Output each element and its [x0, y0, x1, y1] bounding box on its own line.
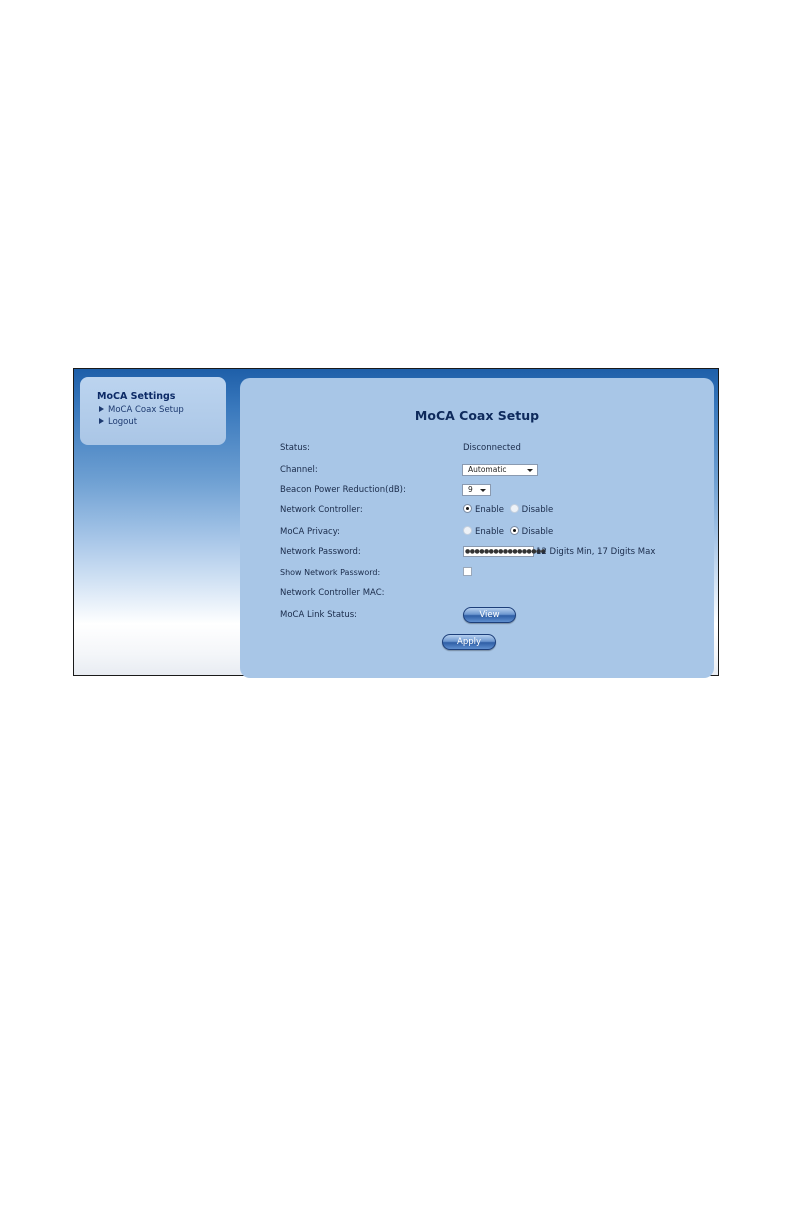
moca-privacy-label: MoCA Privacy:: [280, 527, 341, 537]
sidebar-item-moca-coax-setup[interactable]: [99, 405, 184, 415]
moca-privacy-enable-radio[interactable]: [463, 526, 472, 535]
channel-label: Channel:: [280, 465, 318, 475]
chevron-down-icon: [527, 469, 533, 472]
link-status-label: MoCA Link Status:: [280, 610, 358, 620]
page-title: MoCA Coax Setup: [414, 408, 540, 423]
status-value: Disconnected: [463, 443, 521, 453]
beacon-power-select-value: 9: [468, 485, 473, 494]
moca-privacy-options: [463, 526, 553, 537]
show-password-checkbox[interactable]: [463, 567, 472, 576]
channel-select[interactable]: [462, 464, 538, 476]
show-password-wrap: [463, 567, 472, 579]
triangle-right-icon: [99, 418, 104, 424]
screenshot-frame: [73, 368, 719, 676]
apply-button[interactable]: Apply: [442, 634, 496, 650]
network-controller-disable-label: Disable: [521, 505, 554, 515]
network-password-hint: 12 Digits Min, 17 Digits Max: [536, 547, 656, 557]
network-password-input[interactable]: ●●●●●●●●●●●●●●●●●: [465, 548, 546, 555]
moca-privacy-enable-label: Enable: [475, 527, 504, 537]
network-controller-enable-label: Enable: [475, 505, 504, 515]
sidebar-item-label: Logout: [108, 417, 138, 427]
network-controller-label: Network Controller:: [280, 505, 363, 515]
network-controller-disable-radio[interactable]: [510, 504, 519, 513]
show-password-label: Show Network Password:: [280, 568, 381, 577]
sidebar-item-logout[interactable]: [99, 417, 137, 427]
sidebar: [80, 377, 226, 445]
chevron-down-icon: [480, 489, 486, 492]
main-panel: [240, 378, 714, 678]
moca-privacy-disable-label: Disable: [521, 527, 554, 537]
beacon-power-select[interactable]: [462, 484, 491, 496]
status-label: Status:: [280, 443, 310, 453]
beacon-power-label: Beacon Power Reduction(dB):: [280, 485, 406, 495]
moca-privacy-disable-radio[interactable]: [510, 526, 519, 535]
view-button[interactable]: View: [463, 607, 516, 623]
network-controller-enable-radio[interactable]: [463, 504, 472, 513]
sidebar-title: MoCA Settings: [97, 391, 176, 402]
network-controller-options: [463, 504, 553, 515]
triangle-right-icon: [99, 406, 104, 412]
sidebar-item-label: MoCA Coax Setup: [108, 405, 184, 415]
controller-mac-label: Network Controller MAC:: [280, 588, 385, 598]
channel-select-value: Automatic: [468, 465, 507, 474]
network-password-label: Network Password:: [280, 547, 361, 557]
